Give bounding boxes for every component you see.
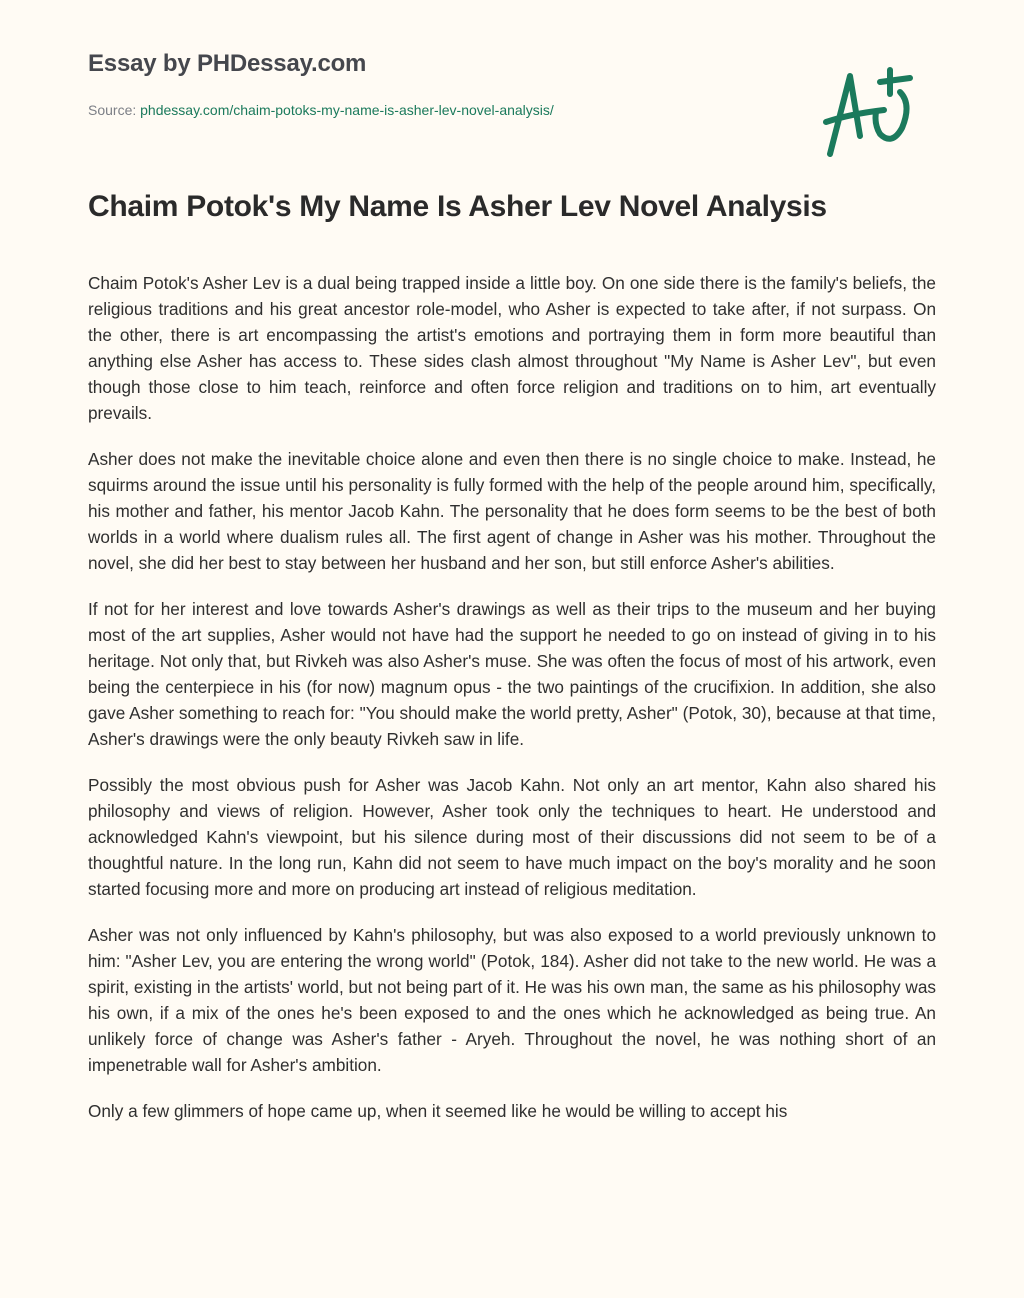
source-link[interactable]: phdessay.com/chaim-potoks-my-name-is-asher-lev-novel-analysis/: [140, 102, 554, 118]
page-title: Chaim Potok's My Name Is Asher Lev Novel Analysis: [88, 190, 827, 223]
paragraph: Asher was not only influenced by Kahn's philosophy, but was also exposed to a world previously unknown to him: "Asher Lev, you are entering the wrong world" (Potok, 184). Asher did not take to the new world. He was a spirit, existing in the artists' world, but not being part of it. He was his own man, the same as his philosophy was his own, if a mix of the ones he's been exposed to and the ones which he acknowledged as being true. An unlikely force of change was Asher's father - Aryeh. Throughout the novel, he was nothing short of an impenetrable wall for Asher's ambition.: [88, 925, 936, 1075]
a-plus-logo-icon: [820, 64, 930, 160]
paragraph: Possibly the most obvious push for Asher was Jacob Kahn. Not only an art mentor, Kahn also shared his philosophy and views of religion. However, Asher took only the techniques to heart. He understood and acknowledged Kahn's viewpoint, but his silence during most of their discussions did not seem to be of a thoughtful nature. In the long run, Kahn did not seem to have much impact on the boy's morality and he soon started focusing more and more on producing art instead of religious meditation.: [88, 775, 936, 899]
essay-body: [88, 270, 936, 1144]
paragraph: If not for her interest and love towards Asher's drawings as well as their trips to the museum and her buying most of the art supplies, Asher would not have had the support he needed to go on instead of giving in to his heritage. Not only that, but Rivkeh was also Asher's muse. She was often the focus of most of his artwork, even being the centerpiece in his (for now) magnum opus - the two paintings of the crucifixion. In addition, she also gave Asher something to reach for: "You should make the world pretty, Asher" (Potok, 30), because at that time, Asher's drawings were the only beauty Rivkeh saw in life.: [88, 599, 936, 749]
source-line: [88, 102, 554, 118]
paragraph: Chaim Potok's Asher Lev is a dual being trapped inside a little boy. On one side there is the family's beliefs, the religious traditions and his great ancestor role-model, who Asher is expected to take after, if not surpass. On the other, there is art encompassing the artist's emotions and portraying them in form more beautiful than anything else Asher has access to. These sides clash almost throughout "My Name is Asher Lev", but even though those close to him teach, reinforce and often force religion and traditions on to him, art eventually prevails.: [88, 273, 936, 423]
paragraph: Only a few glimmers of hope came up, when it seemed like he would be willing to accept his: [88, 1101, 788, 1121]
site-brand: Essay by PHDessay.com: [88, 50, 367, 77]
source-label: Source:: [88, 102, 141, 118]
paragraph: Asher does not make the inevitable choice alone and even then there is no single choice to make. Instead, he squirms around the issue until his personality is fully formed with the help of the people around him, specifically, his mother and father, his mentor Jacob Kahn. The personality that he does form seems to be the best of both worlds in a world where dualism rules all. The first agent of change in Asher was his mother. Throughout the novel, she did her best to stay between her husband and her son, but still enforce Asher's abilities.: [88, 449, 936, 573]
